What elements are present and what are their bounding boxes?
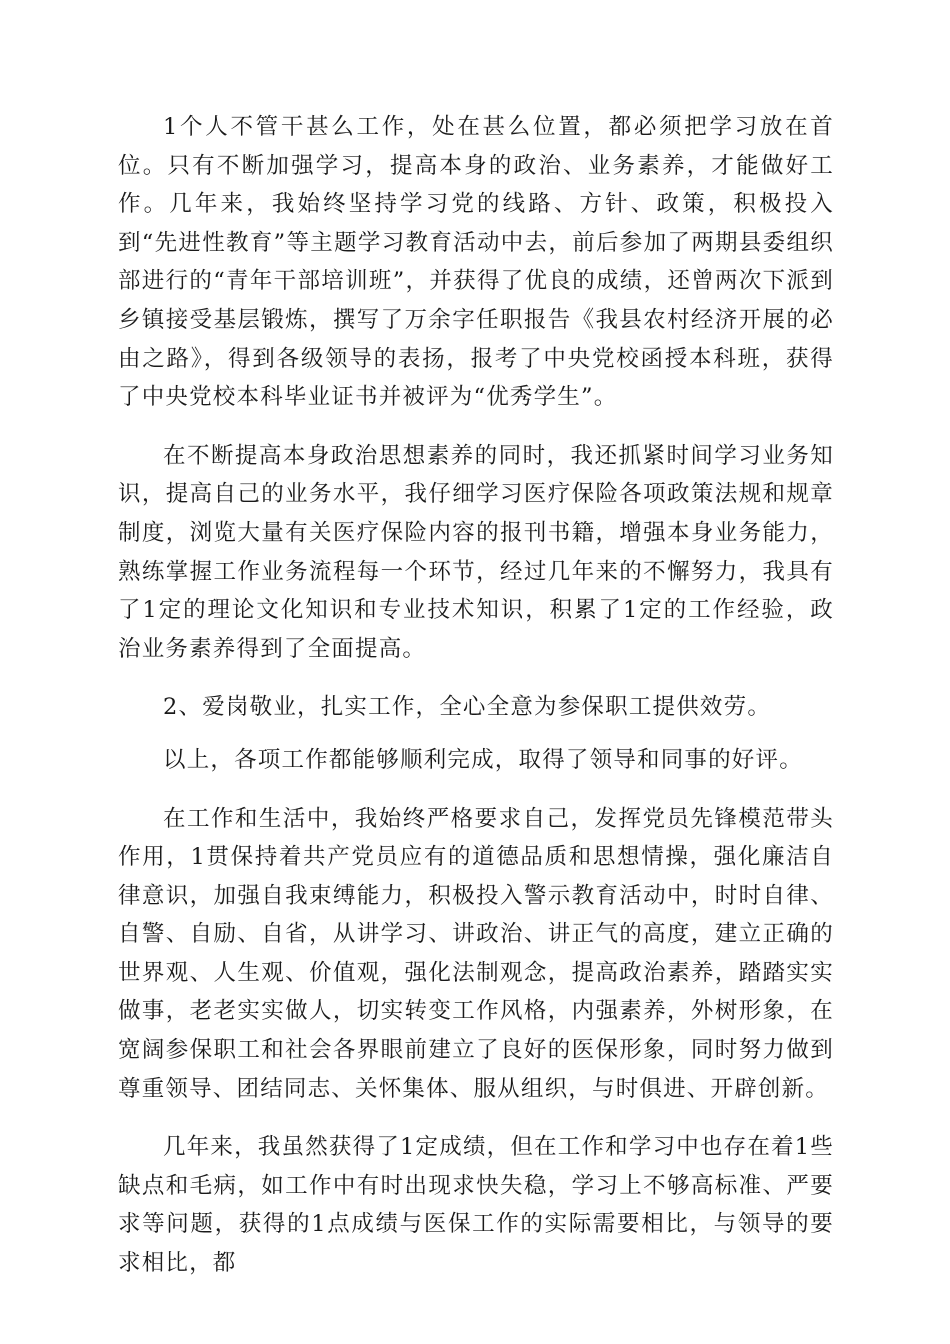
paragraph-section-heading: 2、爱岗敬业，扎实工作，全心全意为参保职工提供效劳。	[163, 694, 772, 721]
paragraph-study-first: 1个人不管干甚么工作，处在甚么位置，都必须把学习放在首位。只有不断加强学习，提高本身的政治、业务素养，才能做好工作。几年来，我始终坚持学习党的线路、方针、政策，积极投入到“先进性教育”等主题学习教育活动中去，前后参加了两期县委组织部进行的“青年干部培训班”，并获得了优良的成绩，还曾两次下派到乡镇接受基层锻炼，撰写了万余字任职报告《我县农村经济开展的必由之路》，得到各级领导的表扬，报考了中央党校函授本科班，获得了中央党校本科毕业证书并被评为“优秀学生”。	[118, 114, 834, 411]
document-body	[118, 108, 834, 1303]
paragraph-self-discipline: 在工作和生活中，我始终严格要求自己，发挥党员先锋模范带头作用，1贯保持着共产党员应有的道德品质和思想情操，强化廉洁自律意识，加强自我束缚能力，积极投入警示教育活动中，时时自律、自警、自励、自省，从讲学习、讲政治、讲正气的高度，建立正确的世界观、人生观、价值观，强化法制观念，提高政治素养，踏踏实实做事，老老实实做人，切实转变工作风格，内强素养，外树形象，在宽阔参保职工和社会各界眼前建立了良好的医保形象，同时努力做到尊重领导、团结同志、关怀集体、服从组织，与时俱进、开辟创新。	[118, 805, 834, 1102]
paragraph-work-completed: 以上，各项工作都能够顺利完成，取得了领导和同事的好评。	[163, 746, 803, 773]
paragraph-business-knowledge: 在不断提高本身政治思想素养的同时，我还抓紧时间学习业务知识，提高自己的业务水平，我仔细学习医疗保险各项政策法规和规章制度，浏览大量有关医疗保险内容的报刊书籍，增强本身业务能力，熟练掌握工作业务流程每一个环节，经过几年来的不懈努力，我具有了1定的理论文化知识和专业技术知识，积累了1定的工作经验，政治业务素养得到了全面提高。	[118, 442, 834, 662]
paragraph-shortcomings: 几年来，我虽然获得了1定成绩，但在工作和学习中也存在着1些缺点和毛病，如工作中有时出现求快失稳，学习上不够高标准、严要求等问题，获得的1点成绩与医保工作的实际需要相比，与领导的要求相比，都	[118, 1134, 834, 1277]
